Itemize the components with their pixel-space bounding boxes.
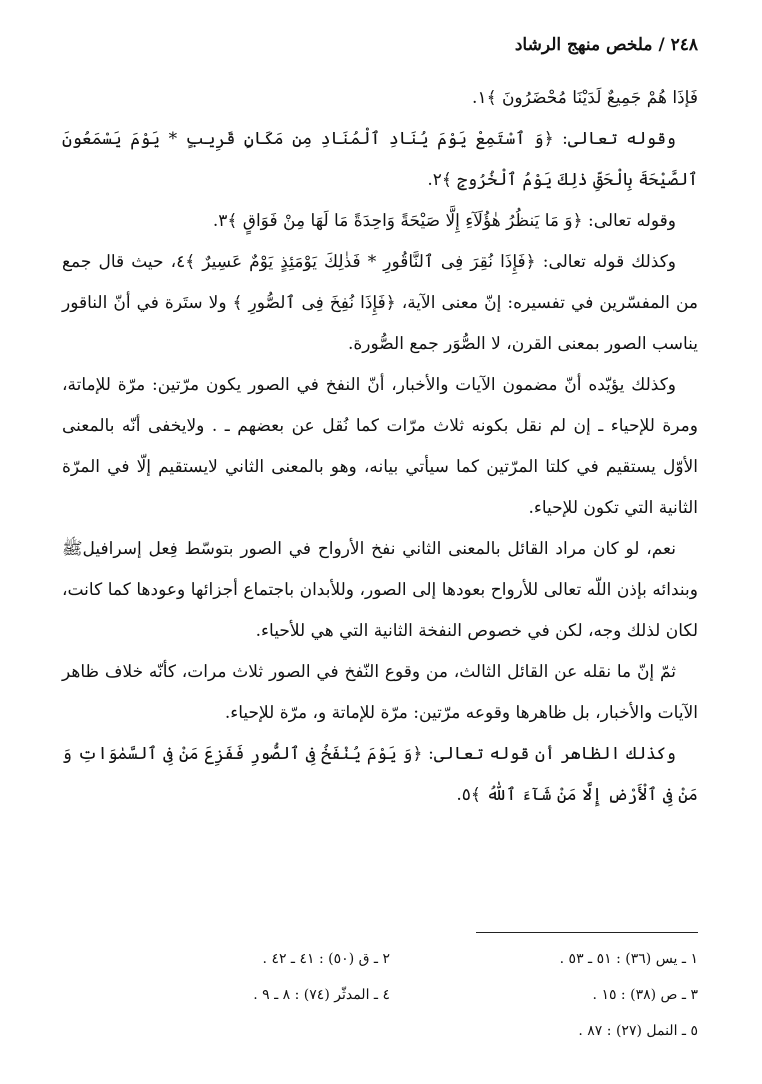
footnote-5: ٥ ـ النمل (٢٧) : ٨٧ .: [578, 1023, 698, 1039]
footnote-4: ٤ ـ المدثّر (٧٤) : ٨ ـ ٩ .: [253, 987, 390, 1003]
body-text: [62, 78, 698, 816]
paragraph-8: وكذلك الظاهر أن قوله تعالى: ﴿وَ يَوْمَ يُنْفَخُ فِى ٱلصُّورِ فَفَزِعَ مَنْ فِى ٱلسَّمٰوَاتِ وَ مَنْ فِى ٱلْأَرْضِ إِلَّا مَنْ شَآءَ ٱللّٰهُ ﴾٥.: [62, 744, 698, 805]
footnote-2: ٢ ـ ق (٥٠) : ٤١ ـ ٤٢ .: [262, 951, 390, 967]
paragraph-6: نعم، لو كان مراد القائل بالمعنى الثاني نفخ الأرواح في الصور بتوسّط فِعل إسرافيل‌ﷺ وبندائه بإذن اللّه تعالى للأرواح بعودها إلى الصور، وللأبدان باجتماع أجزائها وعودها كما كانت، لكان لذلك وجه، لكن في خصوص النفخة الثانية التي هي للأحياء.: [62, 539, 698, 641]
paragraph-5: وكذلك يؤيّده أنّ مضمون الآيات والأخبار، أنّ النفخ في الصور يكون مرّتين: مرّة للإماتة، ومرة للإحياء ـ إن لم نقل بكونه ثلاث مرّات كما نُقل عن بعضهم ـ . ولايخفى أنّه بالمعنى الأوّل يستقيم في كلتا المرّتين كما سيأتي بيانه، وهو بالمعنى الثاني لايستقيم إلّا في المرّة الثانية التي تكون للإحياء.: [62, 375, 698, 518]
running-header: ٢٤٨ / ملخص منهج الرشاد: [514, 35, 698, 55]
paragraph-2: وقوله تعالى: ﴿وَ ٱسْتَمِعْ يَوْمَ يُنَادِ ٱلْمُنَادِ مِن مَكَانٍ قَرِيبٍ * يَوْمَ يَسْمَعُونَ ٱلصَّيْحَةَ بِالْحَقِّ ذٰلِكَ يَوْمُ ٱلْخُرُوجِ ﴾٢.: [62, 129, 698, 190]
paragraph-7: ثمّ إنّ ما نقله عن القائل الثالث، من وقوع النّفخ في الصور ثلاث مرات، كأنّه خلاف ظاهر الآيات والأخبار، بل ظاهرها وقوعه مرّتين: مرّة للإماتة و، مرّة للإحياء.: [62, 662, 698, 723]
footnote-3: ٣ ـ ص (٣٨) : ١٥ .: [592, 987, 698, 1003]
footnote-1: ١ ـ يس (٣٦) : ٥١ ـ ٥٣ .: [559, 951, 698, 967]
paragraph-3: وقوله تعالى: ﴿وَ مَا يَنظُرُ هٰؤُلَآءِ إِلَّا صَيْحَةً وَاحِدَةً مَا لَهَا مِنْ فَوَاقٍ ﴾٣.: [212, 211, 676, 231]
footnote-divider: [476, 932, 698, 933]
paragraph-4: وكذلك قوله تعالى: ﴿فَإِذَا نُقِرَ فِى ٱلنَّاقُورِ * فَذٰلِكَ يَوْمَئِذٍ يَوْمٌ عَسِيرٌ ﴾٤، حيث قال جمع من المفسّرين في تفسيره: إنّ معنى الآية، ﴿فَإِذَا نُفِخَ فِى ٱلصُّورِ ﴾ ولا ستَرة في أنّ الناقور يناسب الصور بمعنى القرن، لا الصُّوَر جمع الصُّورة.: [62, 252, 698, 354]
paragraph-1: فَإذَا هُمْ جَمِيعٌ لَدَيْنَا مُحْضَرُونَ ﴾١.: [472, 88, 698, 108]
